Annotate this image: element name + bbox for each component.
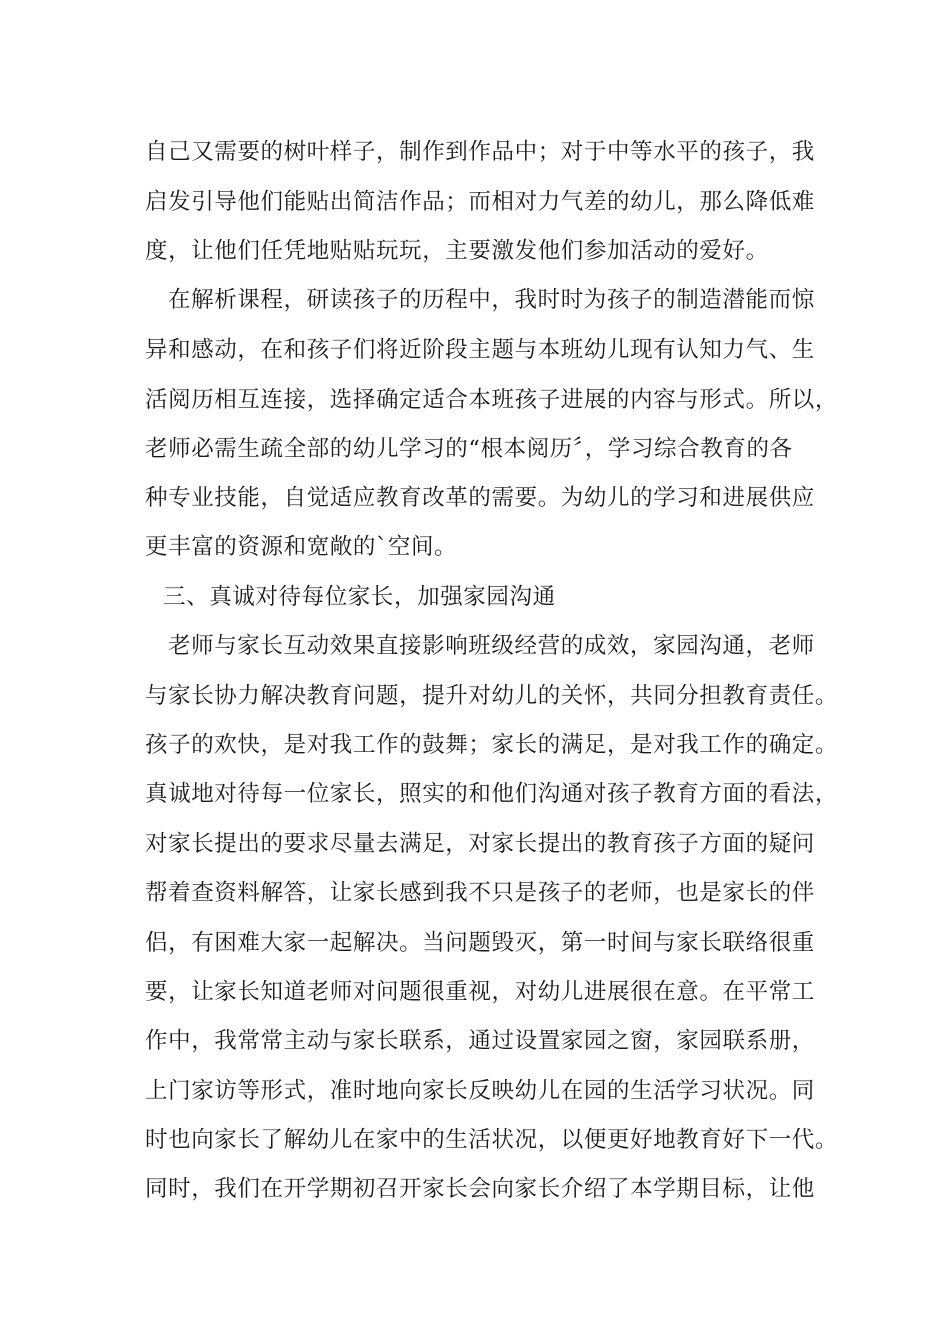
text-line-7: 老师必需生疏全部的幼儿学习的“根本阅历〞，学习综合教育的各 bbox=[145, 436, 793, 462]
text-line-1: 自己又需要的树叶样子，制作到作品中；对于中等水平的孩子，我 bbox=[145, 139, 815, 165]
text-line-5: 异和感动，在和孩子们将近阶段主题与本班幼儿现有认知力气、生 bbox=[145, 337, 815, 363]
text-line-4: 在解析课程，研读孩子的历程中，我时时为孩子的制造潜能而惊 bbox=[168, 287, 815, 313]
text-line-14: 真诚地对待每一位家长，照实的和他们沟通对孩子教育方面的看法， bbox=[145, 781, 839, 807]
text-line-21: 时也向家长了解幼儿在家中的生活状况，以便更好地教育好下一代。 bbox=[145, 1127, 839, 1153]
text-line-20: 上门家访等形式，准时地向家长反映幼儿在园的生活学习状况。同 bbox=[145, 1078, 815, 1104]
text-line-3: 度，让他们任凭地贴贴玩玩，主要激发他们参加活动的爱好。 bbox=[145, 238, 769, 264]
section-heading: 三、真诚对待每位家长，加强家园沟通 bbox=[163, 584, 556, 610]
text-line-9: 更丰富的资源和宽敞的`空间。 bbox=[145, 534, 458, 560]
text-line-22: 同时，我们在开学期初召开家长会向家长介绍了本学期目标，让他 bbox=[145, 1176, 815, 1202]
text-line-15: 对家长提出的要求尽量去满足，对家长提出的教育孩子方面的疑问 bbox=[145, 831, 815, 857]
text-line-12: 与家长协力解决教育问题，提升对幼儿的关怀，共同分担教育责任。 bbox=[145, 683, 839, 709]
text-line-19: 作中，我常常主动与家长联系，通过设置家园之窗，家园联系册， bbox=[145, 1028, 815, 1054]
text-line-11: 老师与家长互动效果直接影响班级经营的成效，家园沟通，老师 bbox=[168, 633, 815, 659]
text-line-6: 活阅历相互连接，选择确定适合本班孩子进展的内容与形式。所以， bbox=[145, 387, 839, 413]
text-line-2: 启发引导他们能贴出简洁作品；而相对力气差的幼儿，那么降低难 bbox=[145, 189, 815, 215]
text-line-18: 要，让家长知道老师对问题很重视，对幼儿进展很在意。在平常工 bbox=[145, 979, 815, 1005]
text-line-8: 种专业技能，自觉适应教育改革的需要。为幼儿的学习和进展供应 bbox=[145, 485, 815, 511]
text-line-17: 侣，有困难大家一起解决。当问题毁灭，第一时间与家长联络很重 bbox=[145, 930, 815, 956]
text-line-16: 帮着查资料解答，让家长感到我不只是孩子的老师，也是家长的伴 bbox=[145, 880, 815, 906]
text-line-13: 孩子的欢快，是对我工作的鼓舞；家长的满足，是对我工作的确定。 bbox=[145, 732, 839, 758]
